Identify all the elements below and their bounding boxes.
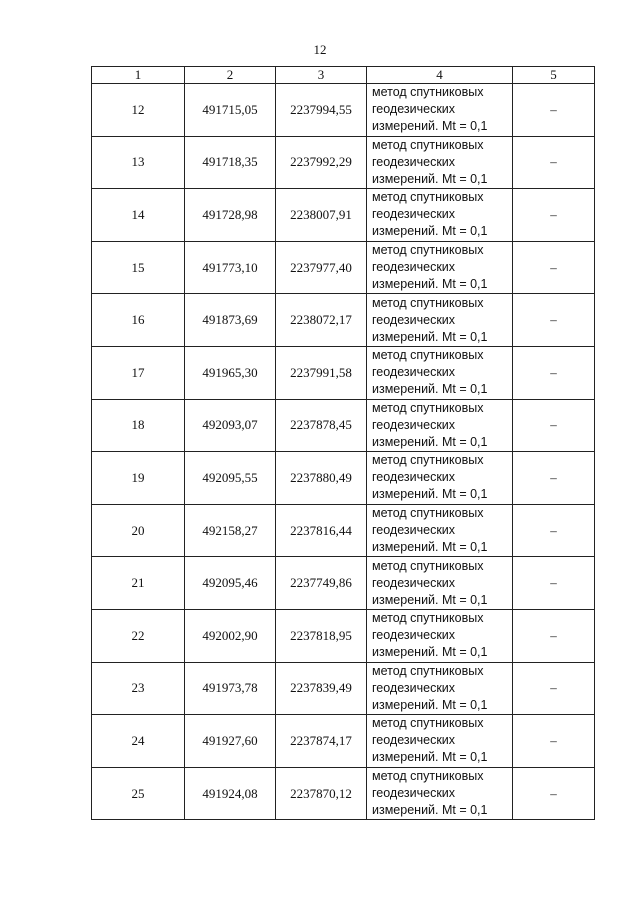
y-coordinate-cell: 2238072,17 bbox=[276, 294, 367, 347]
x-coordinate-cell: 492095,55 bbox=[185, 452, 276, 505]
y-coordinate-cell: 2237818,95 bbox=[276, 609, 367, 662]
method-line: измерений. Mt = 0,1 bbox=[372, 540, 488, 555]
method-line: метод спутниковых bbox=[372, 506, 484, 521]
x-coordinate-cell: 491718,35 bbox=[185, 136, 276, 189]
method-line: метод спутниковых bbox=[372, 453, 484, 468]
table-row bbox=[92, 504, 595, 557]
table-row bbox=[92, 84, 595, 137]
method-line: метод спутниковых bbox=[372, 663, 484, 678]
method-line: геодезических bbox=[372, 470, 456, 485]
method-cell bbox=[367, 346, 513, 399]
method-line: геодезических bbox=[372, 312, 456, 327]
x-coordinate-cell: 491924,08 bbox=[185, 767, 276, 820]
method-cell bbox=[367, 136, 513, 189]
page-number: 12 bbox=[313, 42, 327, 57]
table-row bbox=[92, 189, 595, 242]
table-row bbox=[92, 399, 595, 452]
note-cell: – bbox=[513, 557, 595, 610]
method-line: метод спутниковых bbox=[372, 137, 484, 152]
table-row bbox=[92, 294, 595, 347]
point-number-cell: 16 bbox=[92, 294, 185, 347]
method-line: метод спутниковых bbox=[372, 190, 484, 205]
point-number-cell: 18 bbox=[92, 399, 185, 452]
table-row bbox=[92, 241, 595, 294]
method-line: измерений. Mt = 0,1 bbox=[372, 329, 488, 344]
y-coordinate-cell: 2237994,55 bbox=[276, 84, 367, 137]
note-cell: – bbox=[513, 767, 595, 820]
point-number-cell: 22 bbox=[92, 609, 185, 662]
note-cell: – bbox=[513, 189, 595, 242]
x-coordinate-cell: 491728,98 bbox=[185, 189, 276, 242]
header-cell-1: 1 bbox=[92, 67, 185, 84]
method-line: геодезических bbox=[372, 207, 456, 222]
method-cell bbox=[367, 84, 513, 137]
x-coordinate-cell: 492095,46 bbox=[185, 557, 276, 610]
note-cell: – bbox=[513, 84, 595, 137]
point-number-cell: 13 bbox=[92, 136, 185, 189]
method-line: метод спутниковых bbox=[372, 85, 484, 100]
table-row bbox=[92, 136, 595, 189]
method-line: геодезических bbox=[372, 523, 456, 538]
method-cell bbox=[367, 609, 513, 662]
x-coordinate-cell: 492093,07 bbox=[185, 399, 276, 452]
y-coordinate-cell: 2237977,40 bbox=[276, 241, 367, 294]
method-line: измерений. Mt = 0,1 bbox=[372, 119, 488, 134]
method-cell bbox=[367, 767, 513, 820]
method-line: геодезических bbox=[372, 575, 456, 590]
method-line: измерений. Mt = 0,1 bbox=[372, 434, 488, 449]
x-coordinate-cell: 491927,60 bbox=[185, 715, 276, 768]
table-row bbox=[92, 452, 595, 505]
note-cell: – bbox=[513, 662, 595, 715]
method-line: измерений. Mt = 0,1 bbox=[372, 382, 488, 397]
method-line: измерений. Mt = 0,1 bbox=[372, 803, 488, 818]
header-cell-3: 3 bbox=[276, 67, 367, 84]
method-cell bbox=[367, 452, 513, 505]
method-line: измерений. Mt = 0,1 bbox=[372, 277, 488, 292]
method-line: измерений. Mt = 0,1 bbox=[372, 224, 488, 239]
method-cell bbox=[367, 189, 513, 242]
point-number-cell: 25 bbox=[92, 767, 185, 820]
y-coordinate-cell: 2237874,17 bbox=[276, 715, 367, 768]
x-coordinate-cell: 491973,78 bbox=[185, 662, 276, 715]
y-coordinate-cell: 2237816,44 bbox=[276, 504, 367, 557]
y-coordinate-cell: 2237880,49 bbox=[276, 452, 367, 505]
method-cell bbox=[367, 399, 513, 452]
method-line: метод спутниковых bbox=[372, 348, 484, 363]
method-cell bbox=[367, 504, 513, 557]
point-number-cell: 15 bbox=[92, 241, 185, 294]
table-row bbox=[92, 662, 595, 715]
table-row bbox=[92, 609, 595, 662]
table-row bbox=[92, 767, 595, 820]
note-cell: – bbox=[513, 609, 595, 662]
y-coordinate-cell: 2237992,29 bbox=[276, 136, 367, 189]
y-coordinate-cell: 2237991,58 bbox=[276, 346, 367, 399]
y-coordinate-cell: 2237878,45 bbox=[276, 399, 367, 452]
method-line: метод спутниковых bbox=[372, 769, 484, 784]
note-cell: – bbox=[513, 715, 595, 768]
method-cell bbox=[367, 294, 513, 347]
method-line: метод спутниковых bbox=[372, 400, 484, 415]
note-cell: – bbox=[513, 294, 595, 347]
y-coordinate-cell: 2237870,12 bbox=[276, 767, 367, 820]
table-row bbox=[92, 557, 595, 610]
method-line: геодезических bbox=[372, 102, 456, 117]
x-coordinate-cell: 491773,10 bbox=[185, 241, 276, 294]
header-cell-5: 5 bbox=[513, 67, 595, 84]
point-number-cell: 17 bbox=[92, 346, 185, 399]
method-line: геодезических bbox=[372, 417, 456, 432]
header-cell-4: 4 bbox=[367, 67, 513, 84]
method-cell bbox=[367, 662, 513, 715]
note-cell: – bbox=[513, 346, 595, 399]
note-cell: – bbox=[513, 241, 595, 294]
point-number-cell: 14 bbox=[92, 189, 185, 242]
method-line: измерений. Mt = 0,1 bbox=[372, 697, 488, 712]
table-body bbox=[92, 84, 595, 820]
method-line: геодезических bbox=[372, 680, 456, 695]
header-cell-2: 2 bbox=[185, 67, 276, 84]
point-number-cell: 12 bbox=[92, 84, 185, 137]
method-line: метод спутниковых bbox=[372, 716, 484, 731]
point-number-cell: 24 bbox=[92, 715, 185, 768]
method-line: геодезических bbox=[372, 628, 456, 643]
method-line: геодезических bbox=[372, 786, 456, 801]
y-coordinate-cell: 2238007,91 bbox=[276, 189, 367, 242]
y-coordinate-cell: 2237749,86 bbox=[276, 557, 367, 610]
coordinates-table bbox=[91, 66, 595, 820]
y-coordinate-cell: 2237839,49 bbox=[276, 662, 367, 715]
method-line: метод спутниковых bbox=[372, 558, 484, 573]
note-cell: – bbox=[513, 399, 595, 452]
method-line: метод спутниковых bbox=[372, 611, 484, 626]
method-line: геодезических bbox=[372, 260, 456, 275]
x-coordinate-cell: 491873,69 bbox=[185, 294, 276, 347]
note-cell: – bbox=[513, 504, 595, 557]
method-line: геодезических bbox=[372, 733, 456, 748]
method-line: геодезических bbox=[372, 154, 456, 169]
method-line: метод спутниковых bbox=[372, 295, 484, 310]
table-header-row bbox=[92, 67, 595, 84]
point-number-cell: 21 bbox=[92, 557, 185, 610]
method-line: измерений. Mt = 0,1 bbox=[372, 645, 488, 660]
method-cell bbox=[367, 715, 513, 768]
x-coordinate-cell: 491965,30 bbox=[185, 346, 276, 399]
method-line: геодезических bbox=[372, 365, 456, 380]
table-row bbox=[92, 715, 595, 768]
point-number-cell: 19 bbox=[92, 452, 185, 505]
note-cell: – bbox=[513, 452, 595, 505]
point-number-cell: 23 bbox=[92, 662, 185, 715]
method-line: метод спутниковых bbox=[372, 243, 484, 258]
point-number-cell: 20 bbox=[92, 504, 185, 557]
method-line: измерений. Mt = 0,1 bbox=[372, 750, 488, 765]
x-coordinate-cell: 492002,90 bbox=[185, 609, 276, 662]
table-row bbox=[92, 346, 595, 399]
method-line: измерений. Mt = 0,1 bbox=[372, 171, 488, 186]
method-cell bbox=[367, 241, 513, 294]
method-line: измерений. Mt = 0,1 bbox=[372, 487, 488, 502]
method-line: измерений. Mt = 0,1 bbox=[372, 592, 488, 607]
method-cell bbox=[367, 557, 513, 610]
x-coordinate-cell: 492158,27 bbox=[185, 504, 276, 557]
x-coordinate-cell: 491715,05 bbox=[185, 84, 276, 137]
note-cell: – bbox=[513, 136, 595, 189]
